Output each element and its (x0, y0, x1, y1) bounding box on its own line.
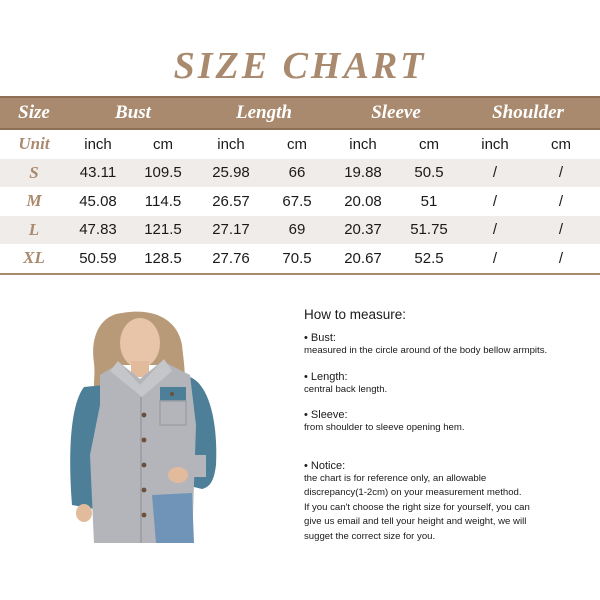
table-cell: / (492, 164, 498, 182)
unit-cell: cm (287, 135, 307, 153)
table-cell: / (492, 192, 498, 210)
table-cell: / (558, 192, 564, 210)
header-bust: Bust (115, 102, 151, 123)
table-cell: 25.98 (212, 164, 250, 182)
unit-label: Unit (18, 134, 50, 154)
table-cell: 128.5 (144, 249, 182, 267)
table-cell: 52.5 (414, 249, 444, 267)
notice-line: If you can't choose the right size for yourself, you can (304, 501, 530, 513)
unit-row (0, 130, 600, 159)
table-cell: 51.75 (410, 221, 448, 239)
sleeve-text: from shoulder to sleeve opening hem. (304, 422, 465, 433)
table-cell: 66 (288, 164, 306, 182)
table-cell: 27.17 (212, 221, 250, 239)
unit-cell: cm (153, 135, 173, 153)
table-cell: / (558, 164, 564, 182)
table-cell: 20.37 (344, 221, 382, 239)
notice-line: discrepancy(1-2cm) on your measurement method. (304, 487, 522, 498)
size-label: S (29, 162, 39, 182)
table-cell: 50.5 (414, 164, 444, 182)
jeans (152, 493, 194, 543)
size-label: M (26, 191, 42, 211)
table-row-xl (0, 244, 600, 275)
table-cell: 20.67 (344, 249, 382, 267)
how-to-measure-section (304, 307, 594, 544)
header-size: Size (18, 102, 50, 123)
table-cell: / (492, 249, 498, 267)
unit-cell: inch (349, 135, 377, 153)
table-cell: 114.5 (144, 192, 182, 210)
size-chart-table (0, 96, 600, 275)
table-row-l (0, 216, 600, 245)
table-cell: 26.57 (212, 192, 250, 210)
bust-label: • Bust: (304, 332, 336, 344)
bust-text: measured in the circle around of the body bellow armpits. (304, 345, 548, 356)
table-cell: 70.5 (282, 249, 312, 267)
table-cell: 27.76 (212, 249, 250, 267)
length-text: central back length. (304, 383, 388, 395)
table-row-s (0, 159, 600, 188)
size-label: XL (23, 248, 45, 268)
table-cell: 47.83 (79, 221, 117, 239)
unit-cell: inch (481, 135, 509, 153)
notice-line: sugget the correct size for you. (304, 530, 436, 542)
notice-line: the chart is for reference only, an allowable (304, 472, 487, 484)
table-cell: 67.5 (282, 192, 312, 210)
product-photo (60, 305, 240, 550)
table-cell: 51 (420, 192, 438, 210)
table-cell: 19.88 (344, 164, 382, 182)
how-to-measure-title: How to measure: (304, 307, 407, 322)
table-cell: 45.08 (79, 192, 117, 210)
table-cell: 109.5 (144, 164, 182, 182)
size-chart-title: SIZE CHART (173, 45, 427, 87)
table-cell: 121.5 (144, 221, 182, 239)
notice-line: give us email and tell your height and weight, we will (304, 516, 527, 527)
face-shape (120, 318, 160, 368)
notice-label: • Notice: (304, 459, 346, 472)
unit-cell: inch (217, 135, 245, 153)
table-row-m (0, 187, 600, 216)
header-length: Length (236, 102, 292, 123)
table-cell: 69 (288, 221, 306, 239)
table-cell: / (492, 221, 498, 239)
sleeve-label: • Sleeve: (304, 409, 348, 421)
size-label: L (28, 219, 40, 239)
header-shoulder: Shoulder (492, 102, 564, 123)
header-sleeve: Sleeve (371, 102, 421, 123)
unit-cell: cm (419, 135, 439, 153)
table-header-row (0, 96, 600, 130)
table-cell: 43.11 (79, 164, 117, 182)
table-cell: 20.08 (344, 192, 382, 210)
table-cell: / (558, 249, 564, 267)
table-cell: / (558, 221, 564, 239)
unit-cell: cm (551, 135, 571, 153)
table-cell: 50.59 (79, 249, 117, 267)
length-label: • Length: (304, 370, 348, 383)
unit-cell: inch (84, 135, 112, 153)
